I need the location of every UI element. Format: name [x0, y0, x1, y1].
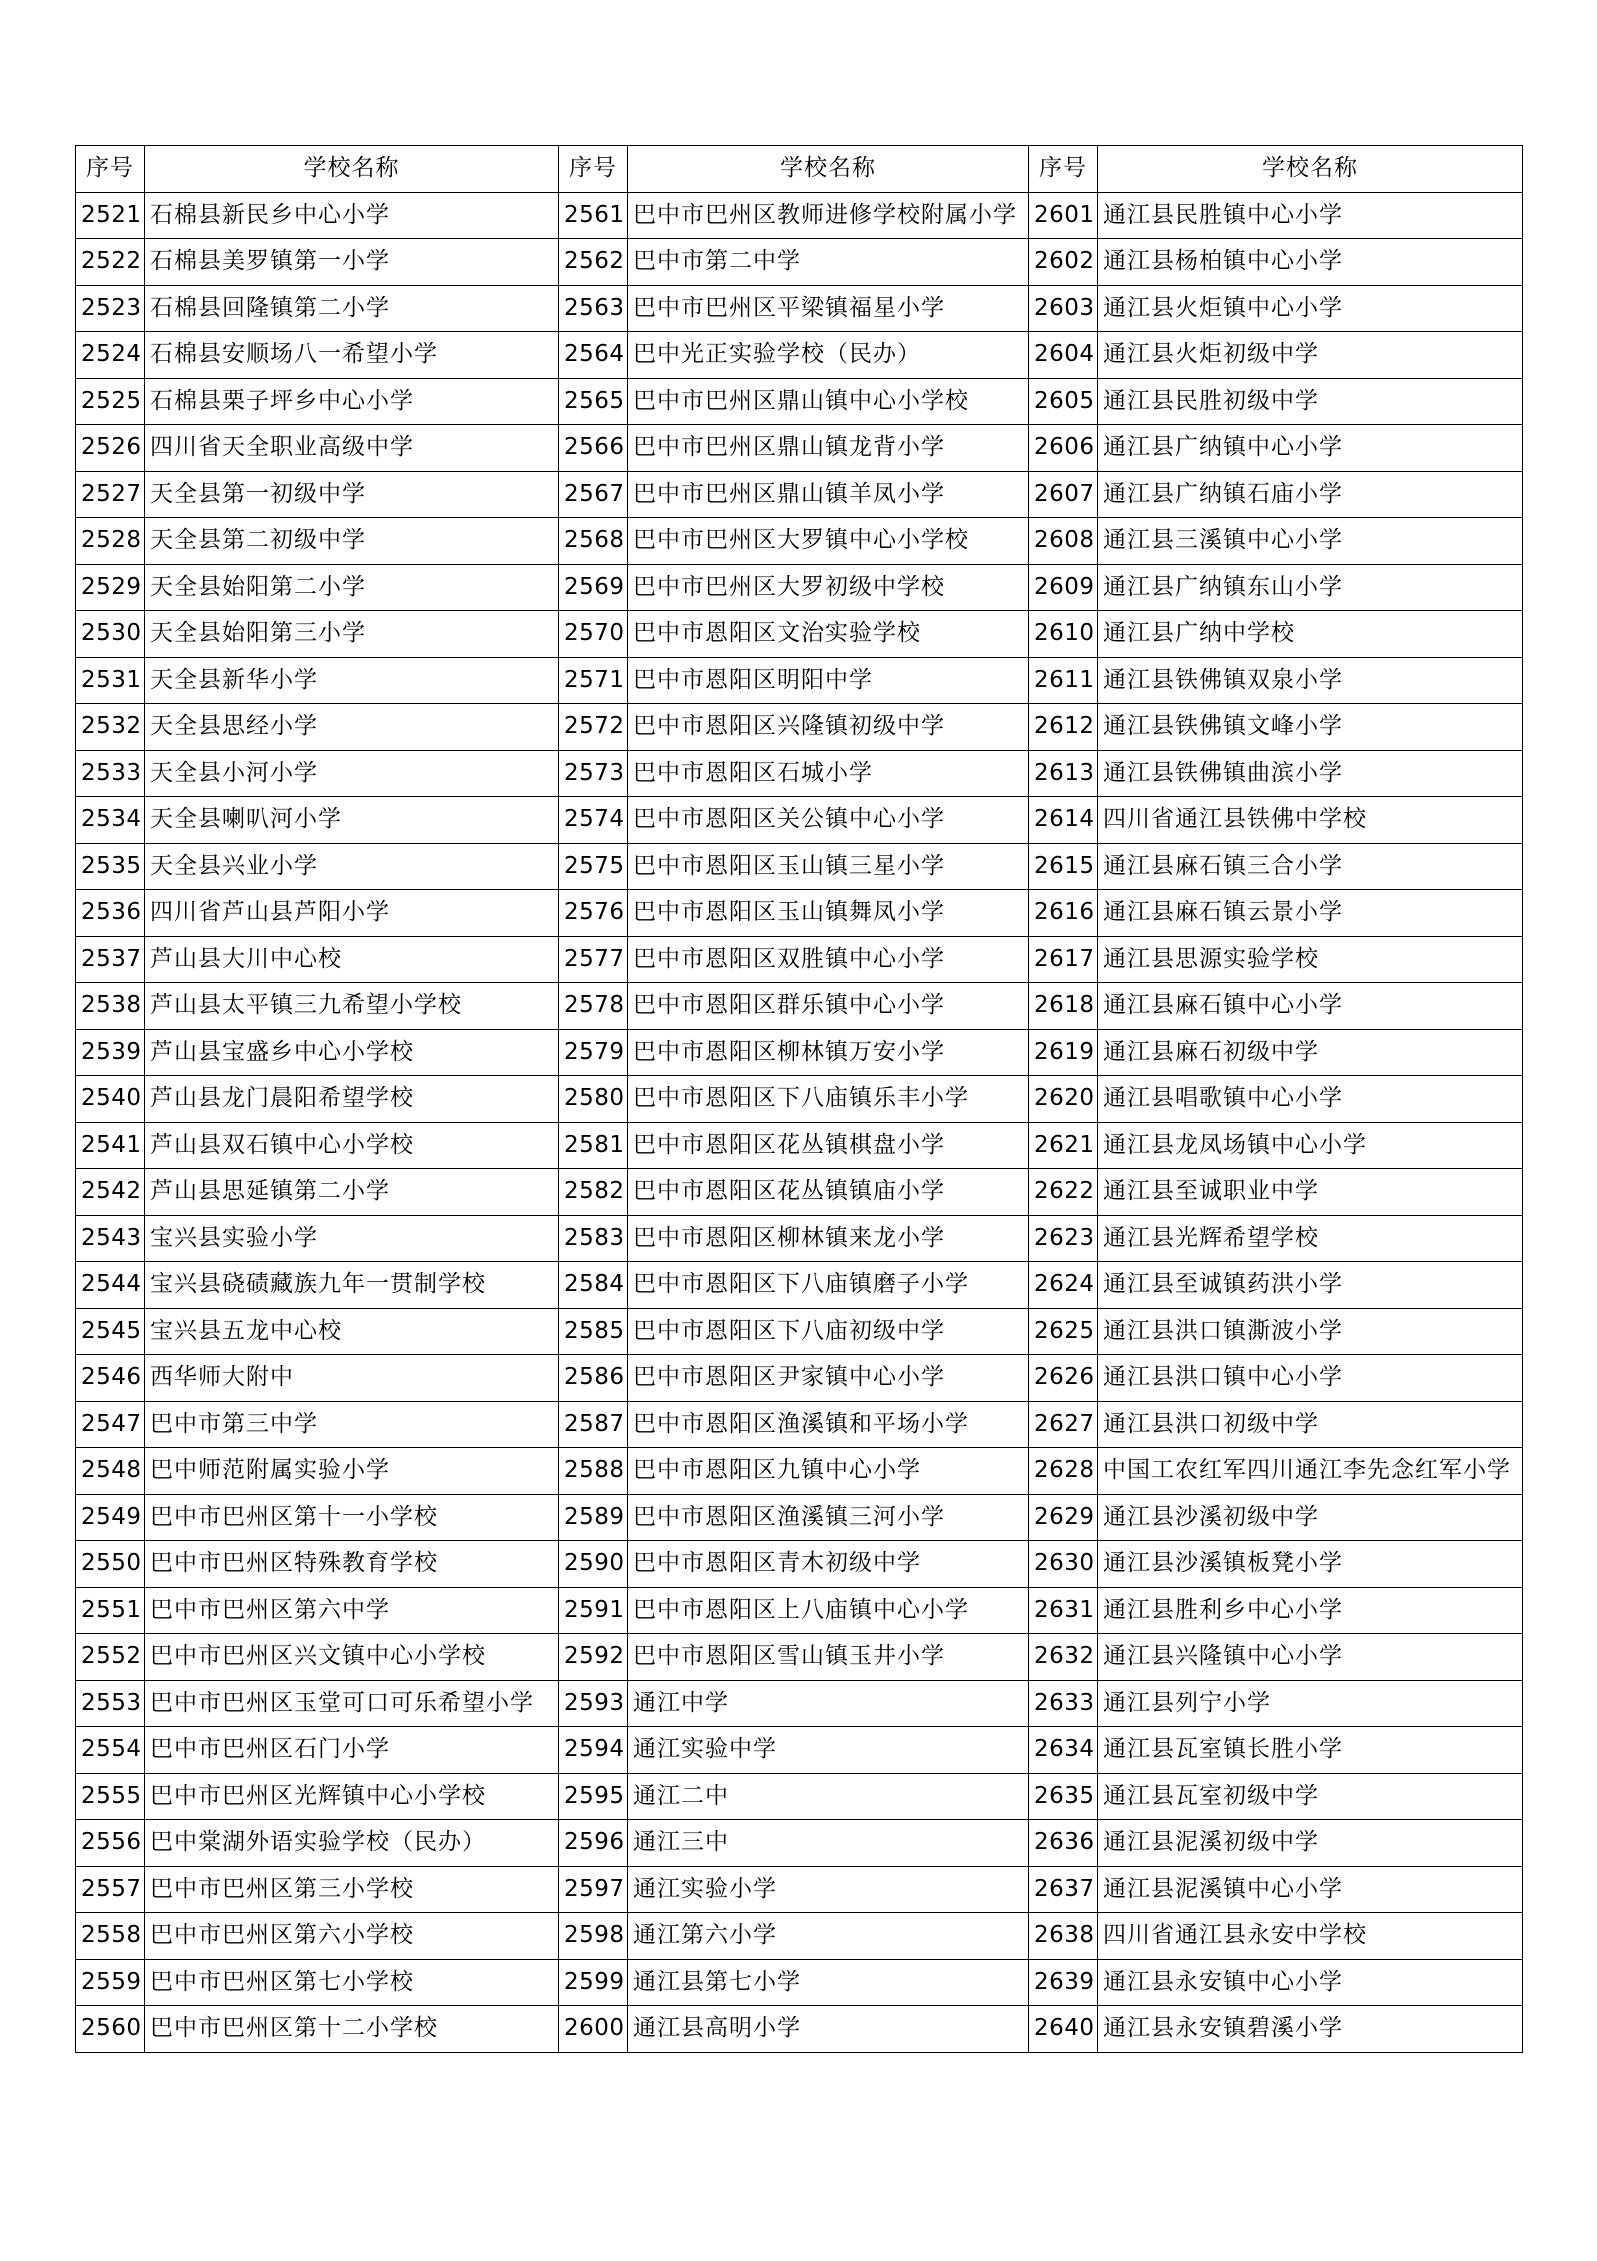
school-name-cell: 巴中市恩阳区渔溪镇三河小学 — [628, 1494, 1029, 1541]
school-name-cell: 巴中光正实验学校（民办） — [628, 332, 1029, 379]
serial-number-cell: 2558 — [76, 1913, 145, 1960]
serial-number-cell: 2579 — [559, 1029, 628, 1076]
serial-number-cell: 2633 — [1029, 1680, 1098, 1727]
school-name-cell: 巴中市恩阳区下八庙镇乐丰小学 — [628, 1076, 1029, 1123]
serial-number-cell: 2624 — [1029, 1262, 1098, 1309]
serial-number-cell: 2528 — [76, 518, 145, 565]
school-name-cell: 通江县至诚镇药洪小学 — [1098, 1262, 1523, 1309]
serial-number-cell: 2632 — [1029, 1634, 1098, 1681]
school-name-cell: 巴中市恩阳区柳林镇来龙小学 — [628, 1215, 1029, 1262]
school-name-cell: 巴中市第二中学 — [628, 239, 1029, 286]
serial-number-cell: 2617 — [1029, 936, 1098, 983]
table-row — [76, 1262, 1523, 1309]
school-name-cell: 通江县火炬镇中心小学 — [1098, 285, 1523, 332]
school-name-cell: 四川省芦山县芦阳小学 — [145, 890, 559, 937]
school-name-cell: 巴中市巴州区鼎山镇中心小学校 — [628, 378, 1029, 425]
serial-number-cell: 2599 — [559, 1959, 628, 2006]
school-name-cell: 通江县洪口镇中心小学 — [1098, 1355, 1523, 1402]
school-name-cell: 通江县光辉希望学校 — [1098, 1215, 1523, 1262]
table-row — [76, 797, 1523, 844]
school-list-table — [75, 145, 1523, 2053]
serial-number-cell: 2619 — [1029, 1029, 1098, 1076]
table-row — [76, 704, 1523, 751]
table-row — [76, 1448, 1523, 1495]
serial-number-cell: 2533 — [76, 750, 145, 797]
school-name-cell: 巴中市恩阳区花丛镇镇庙小学 — [628, 1169, 1029, 1216]
school-name-cell: 宝兴县实验小学 — [145, 1215, 559, 1262]
school-name-cell: 巴中市恩阳区兴隆镇初级中学 — [628, 704, 1029, 751]
serial-number-cell: 2589 — [559, 1494, 628, 1541]
column-header-serial: 序号 — [76, 146, 145, 193]
table-row — [76, 1820, 1523, 1867]
serial-number-cell: 2616 — [1029, 890, 1098, 937]
school-name-cell: 天全县第一初级中学 — [145, 471, 559, 518]
serial-number-cell: 2550 — [76, 1541, 145, 1588]
table-row — [76, 1494, 1523, 1541]
serial-number-cell: 2547 — [76, 1401, 145, 1448]
serial-number-cell: 2580 — [559, 1076, 628, 1123]
school-name-cell: 巴中市巴州区第六中学 — [145, 1587, 559, 1634]
table-header-row — [76, 146, 1523, 193]
school-name-cell: 通江县麻石镇云景小学 — [1098, 890, 1523, 937]
school-name-cell: 巴中市巴州区鼎山镇羊凤小学 — [628, 471, 1029, 518]
serial-number-cell: 2578 — [559, 983, 628, 1030]
serial-number-cell: 2532 — [76, 704, 145, 751]
serial-number-cell: 2614 — [1029, 797, 1098, 844]
serial-number-cell: 2597 — [559, 1866, 628, 1913]
school-name-cell: 通江县龙凤场镇中心小学 — [1098, 1122, 1523, 1169]
serial-number-cell: 2608 — [1029, 518, 1098, 565]
serial-number-cell: 2625 — [1029, 1308, 1098, 1355]
table-row — [76, 611, 1523, 658]
table-row — [76, 983, 1523, 1030]
school-name-cell: 芦山县双石镇中心小学校 — [145, 1122, 559, 1169]
school-name-cell: 通江县沙溪镇板凳小学 — [1098, 1541, 1523, 1588]
serial-number-cell: 2618 — [1029, 983, 1098, 1030]
school-name-cell: 通江县胜利乡中心小学 — [1098, 1587, 1523, 1634]
school-name-cell: 巴中市恩阳区下八庙镇磨子小学 — [628, 1262, 1029, 1309]
school-name-cell: 巴中市恩阳区上八庙镇中心小学 — [628, 1587, 1029, 1634]
school-name-cell: 通江县洪口初级中学 — [1098, 1401, 1523, 1448]
serial-number-cell: 2582 — [559, 1169, 628, 1216]
school-name-cell: 通江县沙溪初级中学 — [1098, 1494, 1523, 1541]
serial-number-cell: 2592 — [559, 1634, 628, 1681]
school-name-cell: 通江县麻石镇三合小学 — [1098, 843, 1523, 890]
serial-number-cell: 2605 — [1029, 378, 1098, 425]
school-name-cell: 宝兴县五龙中心校 — [145, 1308, 559, 1355]
school-name-cell: 巴中市恩阳区关公镇中心小学 — [628, 797, 1029, 844]
serial-number-cell: 2590 — [559, 1541, 628, 1588]
school-name-cell: 巴中师范附属实验小学 — [145, 1448, 559, 1495]
serial-number-cell: 2536 — [76, 890, 145, 937]
serial-number-cell: 2534 — [76, 797, 145, 844]
serial-number-cell: 2637 — [1029, 1866, 1098, 1913]
school-name-cell: 巴中市巴州区平梁镇福星小学 — [628, 285, 1029, 332]
serial-number-cell: 2565 — [559, 378, 628, 425]
serial-number-cell: 2639 — [1029, 1959, 1098, 2006]
serial-number-cell: 2640 — [1029, 2006, 1098, 2053]
school-name-cell: 天全县小河小学 — [145, 750, 559, 797]
table-row — [76, 1541, 1523, 1588]
serial-number-cell: 2546 — [76, 1355, 145, 1402]
school-name-cell: 巴中市巴州区教师进修学校附属小学 — [628, 192, 1029, 239]
serial-number-cell: 2522 — [76, 239, 145, 286]
school-name-cell: 巴中市恩阳区花丛镇棋盘小学 — [628, 1122, 1029, 1169]
table-row — [76, 1634, 1523, 1681]
table-row — [76, 2006, 1523, 2053]
school-name-cell: 宝兴县硗碛藏族九年一贯制学校 — [145, 1262, 559, 1309]
serial-number-cell: 2521 — [76, 192, 145, 239]
serial-number-cell: 2548 — [76, 1448, 145, 1495]
school-name-cell: 石棉县栗子坪乡中心小学 — [145, 378, 559, 425]
table-row — [76, 1029, 1523, 1076]
column-header-serial: 序号 — [1029, 146, 1098, 193]
serial-number-cell: 2563 — [559, 285, 628, 332]
serial-number-cell: 2588 — [559, 1448, 628, 1495]
serial-number-cell: 2581 — [559, 1122, 628, 1169]
school-name-cell: 通江县铁佛镇文峰小学 — [1098, 704, 1523, 751]
serial-number-cell: 2530 — [76, 611, 145, 658]
table-row — [76, 285, 1523, 332]
serial-number-cell: 2631 — [1029, 1587, 1098, 1634]
school-name-cell: 巴中市恩阳区双胜镇中心小学 — [628, 936, 1029, 983]
school-name-cell: 巴中市巴州区石门小学 — [145, 1727, 559, 1774]
school-name-cell: 天全县新华小学 — [145, 657, 559, 704]
serial-number-cell: 2638 — [1029, 1913, 1098, 1960]
serial-number-cell: 2562 — [559, 239, 628, 286]
school-name-cell: 通江县思源实验学校 — [1098, 936, 1523, 983]
serial-number-cell: 2540 — [76, 1076, 145, 1123]
school-name-cell: 中国工农红军四川通江李先念红军小学 — [1098, 1448, 1523, 1495]
serial-number-cell: 2559 — [76, 1959, 145, 2006]
serial-number-cell: 2544 — [76, 1262, 145, 1309]
serial-number-cell: 2621 — [1029, 1122, 1098, 1169]
serial-number-cell: 2569 — [559, 564, 628, 611]
school-name-cell: 巴中市恩阳区尹家镇中心小学 — [628, 1355, 1029, 1402]
school-name-cell: 巴中市巴州区特殊教育学校 — [145, 1541, 559, 1588]
serial-number-cell: 2595 — [559, 1773, 628, 1820]
serial-number-cell: 2553 — [76, 1680, 145, 1727]
column-header-school-name: 学校名称 — [145, 146, 559, 193]
serial-number-cell: 2635 — [1029, 1773, 1098, 1820]
serial-number-cell: 2609 — [1029, 564, 1098, 611]
serial-number-cell: 2549 — [76, 1494, 145, 1541]
table-row — [76, 936, 1523, 983]
school-name-cell: 天全县思经小学 — [145, 704, 559, 751]
serial-number-cell: 2591 — [559, 1587, 628, 1634]
serial-number-cell: 2560 — [76, 2006, 145, 2053]
table-row — [76, 1355, 1523, 1402]
school-name-cell: 巴中市巴州区第六小学校 — [145, 1913, 559, 1960]
table-row — [76, 1076, 1523, 1123]
school-name-cell: 巴中市巴州区光辉镇中心小学校 — [145, 1773, 559, 1820]
serial-number-cell: 2556 — [76, 1820, 145, 1867]
school-name-cell: 通江县高明小学 — [628, 2006, 1029, 2053]
school-name-cell: 通江县广纳中学校 — [1098, 611, 1523, 658]
serial-number-cell: 2587 — [559, 1401, 628, 1448]
serial-number-cell: 2555 — [76, 1773, 145, 1820]
school-name-cell: 巴中市巴州区第十一小学校 — [145, 1494, 559, 1541]
serial-number-cell: 2634 — [1029, 1727, 1098, 1774]
school-name-cell: 天全县始阳第二小学 — [145, 564, 559, 611]
serial-number-cell: 2527 — [76, 471, 145, 518]
table-row — [76, 1959, 1523, 2006]
serial-number-cell: 2576 — [559, 890, 628, 937]
serial-number-cell: 2529 — [76, 564, 145, 611]
school-name-cell: 芦山县大川中心校 — [145, 936, 559, 983]
school-name-cell: 通江实验中学 — [628, 1727, 1029, 1774]
school-name-cell: 芦山县龙门晨阳希望学校 — [145, 1076, 559, 1123]
school-name-cell: 四川省天全职业高级中学 — [145, 425, 559, 472]
school-name-cell: 通江县三溪镇中心小学 — [1098, 518, 1523, 565]
serial-number-cell: 2552 — [76, 1634, 145, 1681]
serial-number-cell: 2526 — [76, 425, 145, 472]
school-name-cell: 巴中市恩阳区群乐镇中心小学 — [628, 983, 1029, 1030]
school-name-cell: 巴中市巴州区兴文镇中心小学校 — [145, 1634, 559, 1681]
table-row — [76, 1308, 1523, 1355]
school-name-cell: 巴中市恩阳区明阳中学 — [628, 657, 1029, 704]
serial-number-cell: 2586 — [559, 1355, 628, 1402]
table-row — [76, 1401, 1523, 1448]
serial-number-cell: 2551 — [76, 1587, 145, 1634]
serial-number-cell: 2537 — [76, 936, 145, 983]
serial-number-cell: 2600 — [559, 2006, 628, 2053]
serial-number-cell: 2594 — [559, 1727, 628, 1774]
serial-number-cell: 2564 — [559, 332, 628, 379]
school-name-cell: 通江县洪口镇澌波小学 — [1098, 1308, 1523, 1355]
school-name-cell: 通江县泥溪镇中心小学 — [1098, 1866, 1523, 1913]
serial-number-cell: 2593 — [559, 1680, 628, 1727]
serial-number-cell: 2574 — [559, 797, 628, 844]
table-row — [76, 332, 1523, 379]
school-name-cell: 通江二中 — [628, 1773, 1029, 1820]
serial-number-cell: 2602 — [1029, 239, 1098, 286]
serial-number-cell: 2539 — [76, 1029, 145, 1076]
school-name-cell: 通江县永安镇碧溪小学 — [1098, 2006, 1523, 2053]
table-row — [76, 1866, 1523, 1913]
serial-number-cell: 2628 — [1029, 1448, 1098, 1495]
serial-number-cell: 2607 — [1029, 471, 1098, 518]
school-name-cell: 巴中市巴州区第七小学校 — [145, 1959, 559, 2006]
school-name-cell: 石棉县新民乡中心小学 — [145, 192, 559, 239]
school-name-cell: 西华师大附中 — [145, 1355, 559, 1402]
serial-number-cell: 2596 — [559, 1820, 628, 1867]
school-name-cell: 巴中市恩阳区雪山镇玉井小学 — [628, 1634, 1029, 1681]
school-name-cell: 石棉县回隆镇第二小学 — [145, 285, 559, 332]
school-name-cell: 通江县永安镇中心小学 — [1098, 1959, 1523, 2006]
school-name-cell: 巴中市恩阳区下八庙初级中学 — [628, 1308, 1029, 1355]
school-name-cell: 通江县广纳镇中心小学 — [1098, 425, 1523, 472]
school-name-cell: 巴中市巴州区玉堂可口可乐希望小学 — [145, 1680, 559, 1727]
school-name-cell: 巴中市恩阳区青木初级中学 — [628, 1541, 1029, 1588]
school-name-cell: 通江三中 — [628, 1820, 1029, 1867]
school-name-cell: 四川省通江县铁佛中学校 — [1098, 797, 1523, 844]
serial-number-cell: 2543 — [76, 1215, 145, 1262]
school-name-cell: 石棉县安顺场八一希望小学 — [145, 332, 559, 379]
table-row — [76, 378, 1523, 425]
school-name-cell: 巴中市恩阳区玉山镇舞凤小学 — [628, 890, 1029, 937]
serial-number-cell: 2561 — [559, 192, 628, 239]
table-row — [76, 1680, 1523, 1727]
school-name-cell: 巴中市恩阳区渔溪镇和平场小学 — [628, 1401, 1029, 1448]
school-name-cell: 通江县瓦室初级中学 — [1098, 1773, 1523, 1820]
table-row — [76, 1169, 1523, 1216]
serial-number-cell: 2538 — [76, 983, 145, 1030]
school-name-cell: 巴中市恩阳区柳林镇万安小学 — [628, 1029, 1029, 1076]
school-name-cell: 通江县广纳镇东山小学 — [1098, 564, 1523, 611]
school-name-cell: 通江县广纳镇石庙小学 — [1098, 471, 1523, 518]
serial-number-cell: 2612 — [1029, 704, 1098, 751]
school-name-cell: 巴中市巴州区第三小学校 — [145, 1866, 559, 1913]
table-row — [76, 1587, 1523, 1634]
serial-number-cell: 2615 — [1029, 843, 1098, 890]
school-name-cell: 巴中市恩阳区文治实验学校 — [628, 611, 1029, 658]
school-name-cell: 通江中学 — [628, 1680, 1029, 1727]
serial-number-cell: 2601 — [1029, 192, 1098, 239]
serial-number-cell: 2623 — [1029, 1215, 1098, 1262]
school-name-cell: 通江县麻石镇中心小学 — [1098, 983, 1523, 1030]
school-name-cell: 芦山县太平镇三九希望小学校 — [145, 983, 559, 1030]
table-row — [76, 425, 1523, 472]
school-name-cell: 通江县民胜初级中学 — [1098, 378, 1523, 425]
table-row — [76, 843, 1523, 890]
serial-number-cell: 2603 — [1029, 285, 1098, 332]
school-name-cell: 巴中市恩阳区石城小学 — [628, 750, 1029, 797]
serial-number-cell: 2636 — [1029, 1820, 1098, 1867]
serial-number-cell: 2585 — [559, 1308, 628, 1355]
serial-number-cell: 2575 — [559, 843, 628, 890]
school-name-cell: 通江县第七小学 — [628, 1959, 1029, 2006]
school-name-cell: 通江县瓦室镇长胜小学 — [1098, 1727, 1523, 1774]
serial-number-cell: 2542 — [76, 1169, 145, 1216]
school-name-cell: 巴中市巴州区第十二小学校 — [145, 2006, 559, 2053]
serial-number-cell: 2554 — [76, 1727, 145, 1774]
serial-number-cell: 2573 — [559, 750, 628, 797]
serial-number-cell: 2568 — [559, 518, 628, 565]
serial-number-cell: 2611 — [1029, 657, 1098, 704]
table-row — [76, 1727, 1523, 1774]
school-name-cell: 通江县火炬初级中学 — [1098, 332, 1523, 379]
serial-number-cell: 2577 — [559, 936, 628, 983]
serial-number-cell: 2598 — [559, 1913, 628, 1960]
table-row — [76, 1913, 1523, 1960]
serial-number-cell: 2525 — [76, 378, 145, 425]
school-name-cell: 通江县杨柏镇中心小学 — [1098, 239, 1523, 286]
school-name-cell: 芦山县思延镇第二小学 — [145, 1169, 559, 1216]
serial-number-cell: 2626 — [1029, 1355, 1098, 1402]
table-row — [76, 1215, 1523, 1262]
serial-number-cell: 2630 — [1029, 1541, 1098, 1588]
serial-number-cell: 2629 — [1029, 1494, 1098, 1541]
serial-number-cell: 2627 — [1029, 1401, 1098, 1448]
serial-number-cell: 2524 — [76, 332, 145, 379]
table-row — [76, 890, 1523, 937]
serial-number-cell: 2545 — [76, 1308, 145, 1355]
school-name-cell: 天全县兴业小学 — [145, 843, 559, 890]
school-name-cell: 巴中市巴州区大罗初级中学校 — [628, 564, 1029, 611]
serial-number-cell: 2610 — [1029, 611, 1098, 658]
serial-number-cell: 2570 — [559, 611, 628, 658]
serial-number-cell: 2620 — [1029, 1076, 1098, 1123]
school-name-cell: 巴中市第三中学 — [145, 1401, 559, 1448]
school-name-cell: 天全县喇叭河小学 — [145, 797, 559, 844]
serial-number-cell: 2571 — [559, 657, 628, 704]
serial-number-cell: 2583 — [559, 1215, 628, 1262]
school-name-cell: 巴中市恩阳区九镇中心小学 — [628, 1448, 1029, 1495]
serial-number-cell: 2541 — [76, 1122, 145, 1169]
school-name-cell: 天全县第二初级中学 — [145, 518, 559, 565]
school-name-cell: 通江实验小学 — [628, 1866, 1029, 1913]
school-name-cell: 通江县铁佛镇曲滨小学 — [1098, 750, 1523, 797]
serial-number-cell: 2572 — [559, 704, 628, 751]
school-name-cell: 通江县兴隆镇中心小学 — [1098, 1634, 1523, 1681]
serial-number-cell: 2584 — [559, 1262, 628, 1309]
school-name-cell: 通江县列宁小学 — [1098, 1680, 1523, 1727]
table-row — [76, 518, 1523, 565]
table-row — [76, 1122, 1523, 1169]
column-header-school-name: 学校名称 — [1098, 146, 1523, 193]
table-row — [76, 192, 1523, 239]
table-row — [76, 750, 1523, 797]
school-name-cell: 巴中市恩阳区玉山镇三星小学 — [628, 843, 1029, 890]
table-row — [76, 564, 1523, 611]
serial-number-cell: 2566 — [559, 425, 628, 472]
school-name-cell: 四川省通江县永安中学校 — [1098, 1913, 1523, 1960]
serial-number-cell: 2606 — [1029, 425, 1098, 472]
serial-number-cell: 2622 — [1029, 1169, 1098, 1216]
serial-number-cell: 2604 — [1029, 332, 1098, 379]
serial-number-cell: 2531 — [76, 657, 145, 704]
school-name-cell: 通江第六小学 — [628, 1913, 1029, 1960]
column-header-serial: 序号 — [559, 146, 628, 193]
school-name-cell: 通江县唱歌镇中心小学 — [1098, 1076, 1523, 1123]
school-name-cell: 天全县始阳第三小学 — [145, 611, 559, 658]
serial-number-cell: 2613 — [1029, 750, 1098, 797]
serial-number-cell: 2535 — [76, 843, 145, 890]
table-row — [76, 657, 1523, 704]
school-name-cell: 石棉县美罗镇第一小学 — [145, 239, 559, 286]
table-row — [76, 239, 1523, 286]
school-name-cell: 通江县麻石初级中学 — [1098, 1029, 1523, 1076]
serial-number-cell: 2557 — [76, 1866, 145, 1913]
column-header-school-name: 学校名称 — [628, 146, 1029, 193]
school-name-cell: 通江县民胜镇中心小学 — [1098, 192, 1523, 239]
school-name-cell: 芦山县宝盛乡中心小学校 — [145, 1029, 559, 1076]
serial-number-cell: 2567 — [559, 471, 628, 518]
serial-number-cell: 2523 — [76, 285, 145, 332]
school-name-cell: 通江县泥溪初级中学 — [1098, 1820, 1523, 1867]
school-name-cell: 通江县铁佛镇双泉小学 — [1098, 657, 1523, 704]
school-name-cell: 通江县至诚职业中学 — [1098, 1169, 1523, 1216]
table-row — [76, 471, 1523, 518]
school-name-cell: 巴中市巴州区鼎山镇龙背小学 — [628, 425, 1029, 472]
school-name-cell: 巴中棠湖外语实验学校（民办） — [145, 1820, 559, 1867]
school-name-cell: 巴中市巴州区大罗镇中心小学校 — [628, 518, 1029, 565]
table-row — [76, 1773, 1523, 1820]
